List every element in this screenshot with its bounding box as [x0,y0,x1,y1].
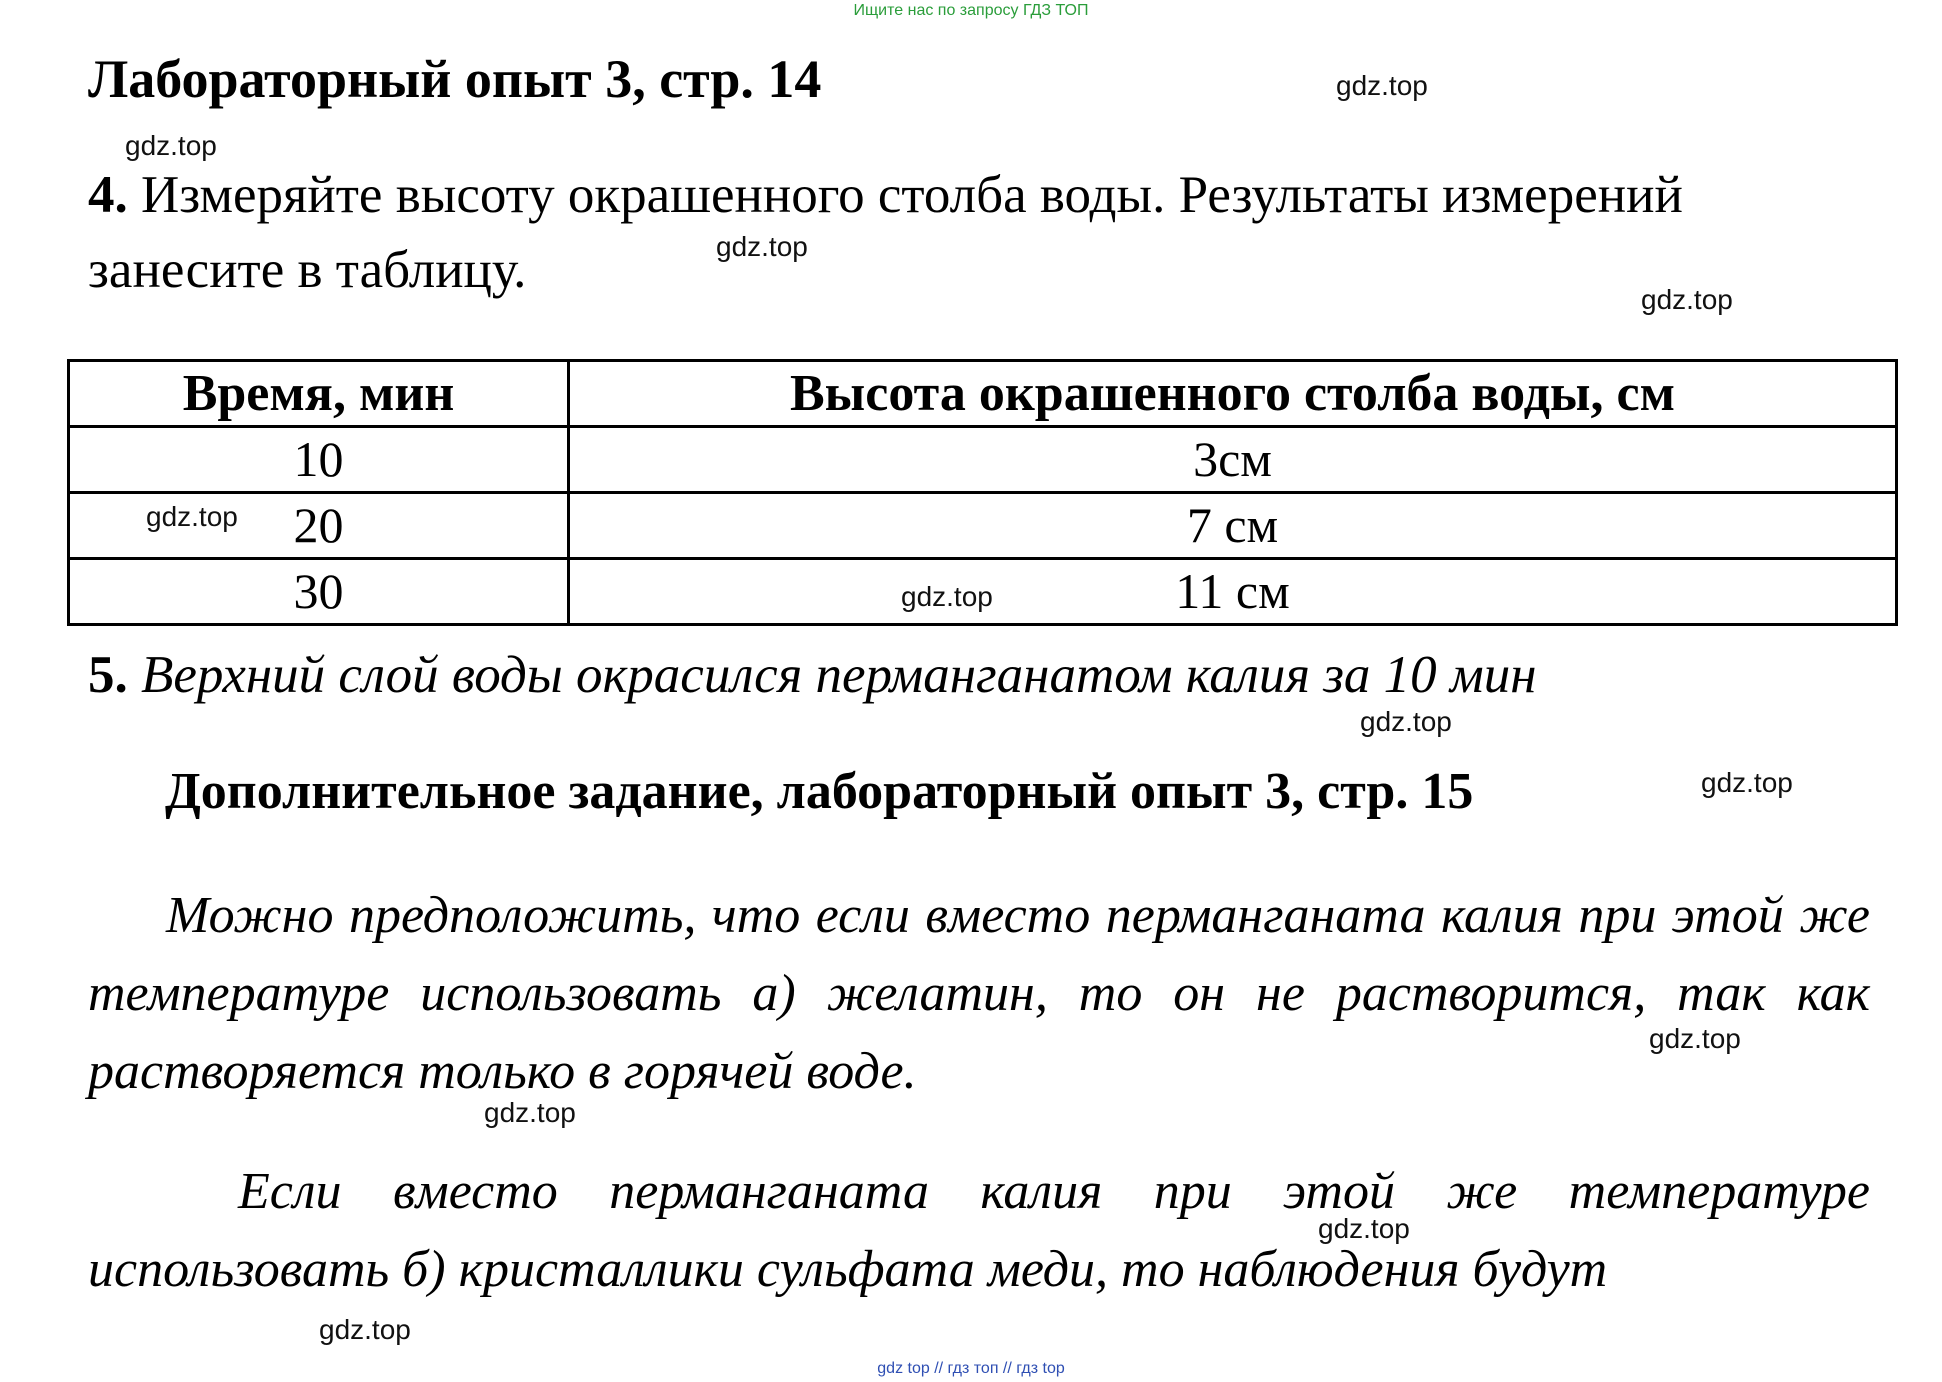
watermark: gdz.top [1318,1213,1410,1244]
cell-height: 11 см [569,559,1897,625]
task4-number: 4. [88,166,128,224]
watermark: gdz.top [901,581,993,612]
lab-title: Лабораторный опыт 3, стр. 14 [88,49,822,109]
top-search-note: Ищите нас по запросу ГДЗ ТОП [853,2,1089,19]
task5-line [88,645,1537,705]
cell-time: 30 [69,559,569,625]
cell-time: 20 [69,493,569,559]
paragraph-2: Если вместо перманганата калия при этой же температуре использовать б) кристаллики сульфата меди, то наблюдения будут [88,1163,1870,1298]
table-row [69,427,1897,493]
task4-text: Измеряйте высоту окрашенного столба воды. Результаты измерений [141,166,1683,224]
watermark: gdz.top [484,1097,576,1128]
watermark: gdz.top [716,231,808,262]
table-row [69,493,1897,559]
task5-text: Верхний слой воды окрасился перманганатом калия за 10 мин [141,646,1537,704]
watermark: gdz.top [1360,706,1452,737]
watermark: gdz.top [125,130,217,161]
watermark: gdz.top [146,501,238,532]
watermark: gdz.top [319,1314,411,1345]
paragraph-1: Можно предположить, что если вместо перманганата калия при этой же температуре использовать а) желатин, то он не растворится, так как растворяется только в горячей воде. [88,887,1870,1100]
watermark: gdz.top [1701,767,1793,798]
cell-height: 7 см [569,493,1897,559]
watermark: gdz.top [1641,284,1733,315]
cell-height: 3см [569,427,1897,493]
header-height: Высота окрашенного столба воды, см [569,361,1897,427]
cell-time: 10 [69,427,569,493]
watermark: gdz.top [1336,70,1428,101]
footer-links: gdz top // гдз топ // гдз top [877,1360,1065,1377]
task4-line2: занесите в таблицу. [88,241,527,299]
task4-line1 [88,165,1683,225]
table-header-row [69,361,1897,427]
watermark: gdz.top [1649,1023,1741,1054]
additional-task-title: Дополнительное задание, лабораторный опыт 3, стр. 15 [165,763,1474,820]
header-time: Время, мин [69,361,569,427]
task5-number: 5. [88,646,128,704]
